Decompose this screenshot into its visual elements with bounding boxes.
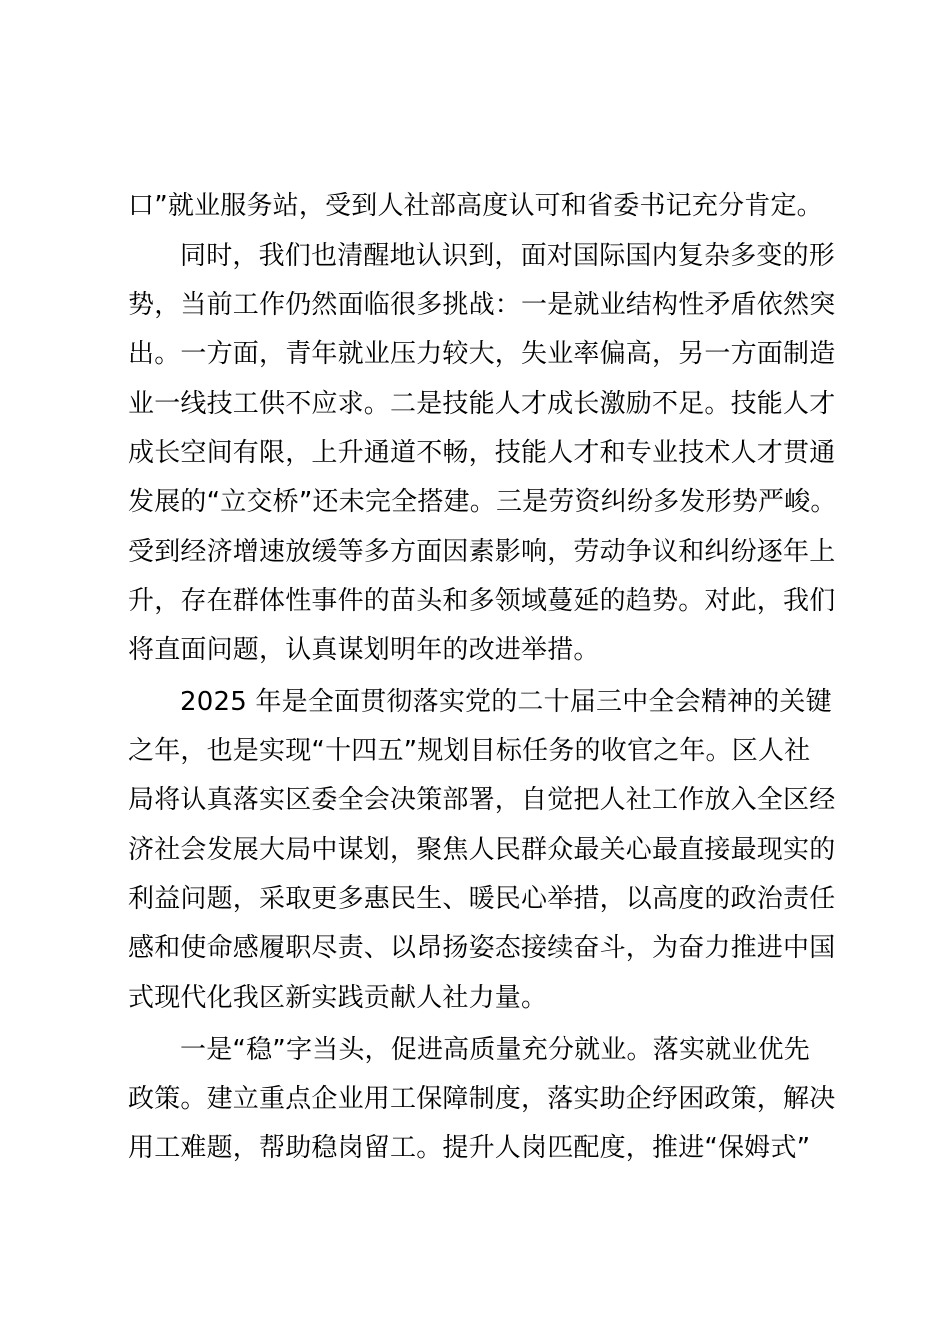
- paragraph-3-line-1: 2025 年是全面贯彻落实党的二十届三中全会精神的关键: [180, 687, 832, 717]
- paragraph-3-line-6: 感和使命感履职尽责、以昂扬姿态接续奋斗，为奋力推进中国: [128, 933, 836, 963]
- paragraph-2-line-4: 业一线技工供不应求。二是技能人才成长激励不足。技能人才: [128, 389, 836, 419]
- paragraph-2-line-5: 成长空间有限，上升通道不畅，技能人才和专业技术人才贯通: [128, 438, 836, 468]
- paragraph-4-line-1: 一是“稳”字当头，促进高质量充分就业。落实就业优先: [180, 1035, 810, 1065]
- paragraph-2-line-7: 受到经济增速放缓等多方面因素影响，劳动争议和纠纷逐年上: [128, 537, 836, 567]
- paragraph-2-line-8: 升，存在群体性事件的苗头和多领域蔓延的趋势。对此，我们: [128, 586, 836, 616]
- paragraph-3-line-3: 局将认真落实区委全会决策部署，自觉把人社工作放入全区经: [128, 785, 836, 815]
- paragraph-4-line-2: 政策。建立重点企业用工保障制度，落实助企纾困政策，解决: [128, 1084, 836, 1114]
- paragraph-4-line-3: 用工难题，帮助稳岗留工。提升人岗匹配度，推进“保姆式”: [128, 1133, 811, 1163]
- paragraph-3-line-5: 利益问题，采取更多惠民生、暖民心举措，以高度的政治责任: [128, 884, 836, 914]
- paragraph-3-line-2: 之年，也是实现“十四五”规划目标任务的收官之年。区人社: [128, 736, 811, 766]
- paragraph-2-line-2: 势，当前工作仍然面临很多挑战：一是就业结构性矛盾依然突: [128, 290, 836, 320]
- paragraph-2-line-9: 将直面问题，认真谋划明年的改进举措。: [128, 635, 600, 665]
- paragraph-2-line-1: 同时，我们也清醒地认识到，面对国际国内复杂多变的形: [180, 241, 836, 271]
- paragraph-2-line-6: 发展的“立交桥”还未完全搭建。三是劳资纠纷多发形势严峻。: [128, 487, 837, 517]
- paragraph-3-line-7: 式现代化我区新实践贡献人社力量。: [128, 983, 548, 1013]
- text-line-1: 口”就业服务站，受到人社部高度认可和省委书记充分肯定。: [128, 191, 823, 221]
- paragraph-3-line-4: 济社会发展大局中谋划，聚焦人民群众最关心最直接最现实的: [128, 835, 836, 865]
- paragraph-2-line-3: 出。一方面，青年就业压力较大，失业率偏高，另一方面制造: [128, 339, 836, 369]
